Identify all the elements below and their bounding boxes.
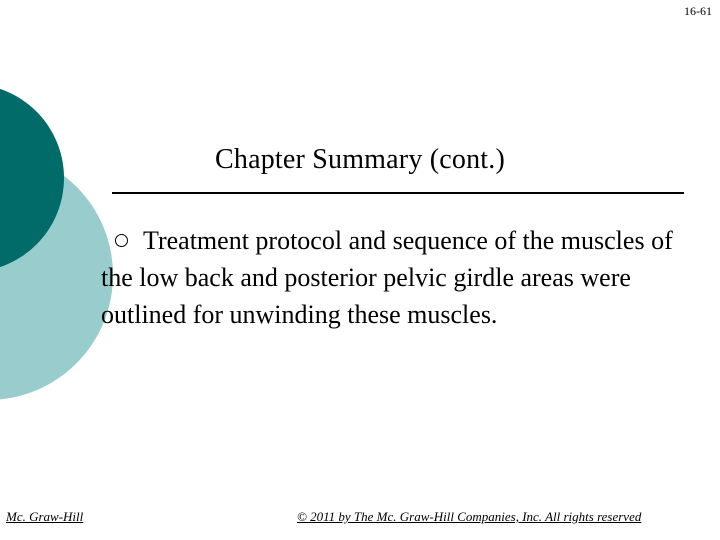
slide-title: Chapter Summary (cont.) [215,144,505,175]
slide-number: 16-61 [684,4,712,18]
footer-publisher: Mc. Graw-Hill [6,509,84,524]
title-underline [112,192,684,194]
bullet-text: Treatment protocol and sequence of the muscles of the low back and posterior pelvic girdle areas were outlined for unwinding these muscles. [101,226,673,329]
footer-copyright: © 2011 by The Mc. Graw-Hill Companies, Inc. All rights reserved [297,509,642,524]
hollow-circle-bullet-icon [115,234,128,247]
bullet-item [101,222,701,333]
bullet-list [101,222,701,333]
